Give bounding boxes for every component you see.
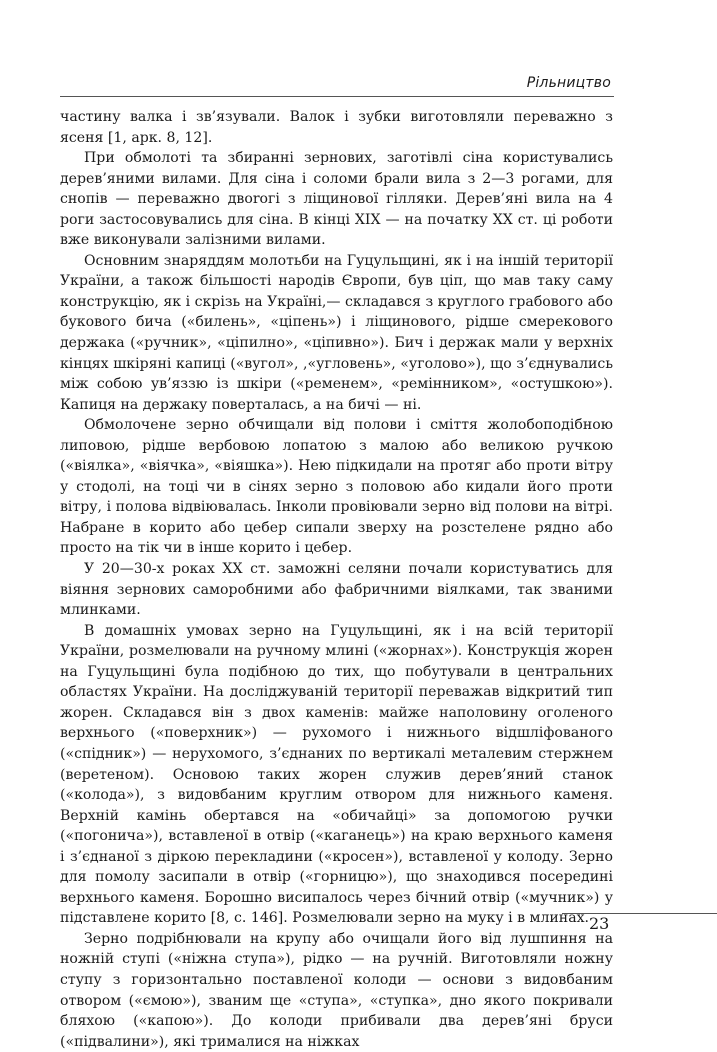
header-rule: [60, 96, 614, 97]
paragraph: Основним знаряддям молотьби на Гуцульщині, як і на іншій території України, а також більшості народів Європи, був ціп, що мав таку саму конструкцію, як і скрізь на Україні,— складався з круглого грабового або букового бича («билень», «ціпень») і ліщинового, рідше смерекового держака («ручник», «ціпилно», «ціпивно»). Бич і держак мали у верхніх кінцях шкіряні капиці («вугол», ,«угловень», «уголово»), що з’єднувались між собою ув’яззю із шкіри («ременем», «ремінником», «остушкою»). Капиця на держаку поверталась, а на бичі — ні.: [60, 252, 613, 413]
paragraph: При обмолоті та збиранні зернових, заготівлі сіна користувались дерев’яними вилами. Для сіна і соломи брали вила з 2—3 рогами, для снопів — переважно двоrогі з ліщинової гілляки. Дерев’яні вила на 4 роги застосовувались для сіна. В кінці ХІХ — на початку ХХ ст. ці роботи вже виконували залізними вилами.: [60, 150, 613, 249]
paragraph: Обмолочене зерно обчищали від полови і сміття жолобоподібною липовою, рідше вербовою лопатою з малою або великою ручкою («віялка», «віячка», «віяшка»). Нею підкидали на протяг або проти вітру у стодолі, на тоці чи в сінях зерно з половою або кидали його проти вітру, і полова відвіювалась. Інколи провіювали зерно від полови на вітрі. Набране в корито або цебер сипали зверху на розстелене рядно або просто на тік чи в інше корито і цебер.: [60, 417, 613, 557]
paragraph: У 20—30-х роках ХХ ст. заможні селяни почали користуватись для віяння зернових саморобними або фабричними віялками, так званими млинками.: [60, 561, 613, 619]
body-text: [60, 107, 613, 1052]
running-header: Рільництво: [526, 75, 611, 91]
paragraph: Зерно подрібнювали на крупу або очищали його від лушпиння на ножній ступі («ніжна ступа»), рідко — на ручній. Виготовляли ножну ступу з горизонтально поставленої колоди — основи з видовбаним отвором («ємою»), званим ще «ступа», «ступка», дно якого покривали бляхою («капою»). До колоди прибивали два дерев’яні бруси («підвалини»), які трималися на ніжках: [60, 930, 613, 1050]
page-number: 23: [589, 914, 610, 933]
paragraph: частину валка і зв’язували. Валок і зубки виготовляли переважно з ясеня [1, арк. 8, 12].: [60, 109, 613, 146]
footer-rule: [562, 913, 717, 914]
paragraph: В домашніх умовах зерно на Гуцульщині, як і на всій території України, розмелювали на ручному млині («жорнах»). Конструкція жорен на Гуцульщині була подібною до тих, що побутували в центральних областях України. На досліджуваній території переважав відкритий тип жорен. Складався він з двох каменів: майже наполовину оголеного верхнього («поверхник») — рухомого і нижнього відшліфованого («спідник») — нерухомого, з’єднаних по вертикалі металевим стержнем (веретеном). Основою таких жорен служив дерев’яний станок («колода»), з видовбаним круглим отвором для нижнього каменя. Верхній камінь обертався на «обичайці» за допомогою ручки («погонича»), вставленої в отвір («каганець») на краю верхнього каменя і з’єднаної з діркою перекладини («кросен»), вставленої у колоду. Зерно для помолу засипали в отвір («горницю»), що знаходився посередині верхнього каменя. Борошно висипалось через бічний отвір («мучник») у підставлене корито [8, с. 146]. Розмелювали зерно на муку і в млинах.: [60, 622, 613, 927]
